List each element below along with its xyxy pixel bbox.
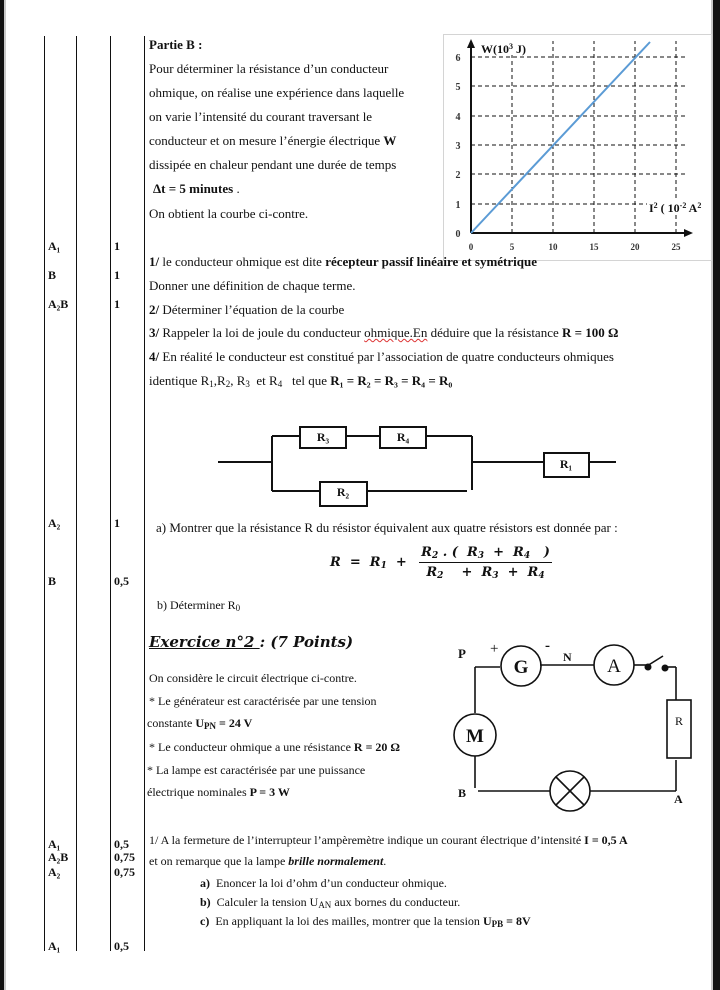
plus-sign: +: [490, 641, 499, 657]
y-tick: 3: [455, 141, 461, 152]
resistor-icon: [667, 700, 691, 758]
grade-points: 1: [114, 516, 120, 530]
ex2-line: électrique nominales P = 3 W: [147, 785, 290, 799]
electric-circuit-diagram: [450, 635, 710, 820]
x-tick: 5: [509, 242, 515, 252]
table-column-line: [144, 36, 145, 951]
y-tick: 4: [455, 112, 461, 123]
table-column-line: [76, 36, 77, 951]
grade-code: B: [48, 268, 57, 282]
resistor-label: R₂: [336, 485, 350, 499]
x-axis-arrow-icon: [684, 229, 693, 237]
grade-code: A₂B: [48, 850, 69, 864]
switch-contact-icon: [662, 665, 669, 672]
ex2-line: * La lampe est caractérisée par une puissance: [147, 763, 366, 777]
y-tick: 0: [455, 229, 461, 240]
x-tick: 0: [468, 242, 474, 252]
grade-points: 0,5: [114, 939, 129, 953]
ex2-line: On considère le circuit électrique ci-contre.: [149, 671, 357, 685]
energy-chart: [443, 34, 712, 261]
ammeter-label: A: [607, 656, 621, 677]
intro-line: ohmique, on réalise une expérience dans laquelle: [149, 85, 405, 100]
grade-code: A₂: [48, 516, 61, 530]
node-label-n: N: [563, 650, 572, 664]
ex2-subquestion-b: b) Calculer la tension $U_{AN}$ aux bornes du conducteur.: [200, 895, 461, 910]
node-label-a: A: [674, 792, 683, 806]
grade-code: A₂: [48, 865, 61, 879]
grade-code: B: [48, 574, 57, 588]
grade-points: 0,5: [114, 837, 129, 851]
y-tick: 2: [455, 170, 461, 181]
y-tick: 1: [455, 200, 461, 211]
grade-points: 1: [114, 297, 120, 311]
question-4-line2: identique $R_1,R_2$, $R_3$ et $R_4$ tel que R₁ = R₂ = R₃ = R₄ = R₀: [149, 373, 453, 389]
y-tick: 6: [455, 53, 461, 64]
resistor-label: R: [674, 714, 684, 728]
grade-points: 0,5: [114, 574, 129, 588]
question-1: 1/ le conducteur ohmique est dite récepteur passif linéaire et symétrique: [149, 254, 537, 269]
intro-line: Pour déterminer la résistance d’un conducteur: [149, 61, 389, 76]
grade-points: 0,75: [114, 850, 135, 864]
x-tick: 25: [671, 242, 681, 252]
question-3: 3/ Rappeler la loi de joule du conducteur ohmique.En déduire que la résistance R = 100 Ω: [149, 325, 619, 340]
question-2: 2/ Déterminer l’équation de la courbe: [149, 302, 345, 317]
resistor-label: R₃: [316, 430, 330, 444]
y-axis-label: $W(10^3$ J): [481, 42, 526, 56]
table-column-line: [44, 36, 45, 951]
x-axis-label: $I^2$ ( $10^{-2}$ $A^2$: [649, 201, 702, 215]
table-column-line: [110, 36, 111, 951]
motor-label: M: [466, 726, 484, 747]
page-edge-left-shadow: [4, 0, 6, 990]
intro-line: on varie l’intensité du courant traversant le: [149, 109, 373, 124]
question-1-line2: Donner une définition de chaque terme.: [149, 278, 356, 293]
generator-label: G: [513, 657, 529, 678]
node-label-p: P: [458, 646, 466, 661]
ex2-subquestion-c: c) En appliquant la loi des mailles, montrer que la tension $U_{PB} = 8V$: [200, 914, 531, 929]
ex2-line: * Le générateur est caractérisée par une tension: [149, 694, 377, 708]
ex2-question-1: 1/ A la fermeture de l’interrupteur l’ampèremètre indique un courant électrique d’intensité I = 0,5 A: [149, 833, 628, 847]
curve-sentence: On obtient la courbe ci-contre.: [149, 206, 309, 221]
intro-line: conducteur et on mesure l’énergie électrique W: [149, 133, 397, 148]
duration: Δt = 5 minutes .: [153, 181, 240, 196]
x-tick: 20: [630, 242, 640, 252]
grade-code: A₂B: [48, 297, 69, 311]
intro-line: dissipée en chaleur pendant une durée de temps: [149, 157, 397, 172]
grade-points: 0,75: [114, 865, 135, 879]
data-line: [471, 42, 650, 233]
section-title: Partie B :: [149, 37, 203, 52]
exercise-2-title: Exercice n°2 : (7 Points): [149, 633, 354, 651]
equivalent-resistance-formula: $R = R_1$ + $\frac{R_2 . ( R_3 + R_4 )}{R_2 + R_3 + R_4}$: [330, 545, 550, 581]
grade-points: 1: [114, 239, 120, 253]
x-tick: 10: [548, 242, 558, 252]
ex2-subquestion-a: a) Enoncer la loi d’ohm d’un conducteur ohmique.: [200, 876, 447, 890]
question-4: 4/ En réalité le conducteur est constitué par l’association de quatre conducteurs ohmiques: [149, 349, 614, 364]
minus-sign: -: [545, 638, 550, 654]
question-a: a) Montrer que la résistance R du résistor équivalent aux quatre résistors est donnée par :: [156, 520, 618, 535]
grade-code: A₁: [48, 939, 61, 953]
resistor-label: R₄: [396, 430, 410, 444]
grade-code: A₁: [48, 239, 61, 253]
grade-code: A₁: [48, 837, 61, 851]
ex2-line: constante $U_{PN} = 24$ V: [147, 716, 253, 731]
resistor-network-diagram: [210, 420, 630, 515]
grade-points: 1: [114, 268, 120, 282]
resistor-label: R₁: [559, 457, 573, 471]
x-tick: 15: [589, 242, 599, 252]
ex2-question-1-line2: et on remarque que la lampe brille normalement.: [149, 854, 387, 868]
question-b: b) Déterminer $R_0$: [157, 598, 241, 613]
page-edge-right: [713, 0, 720, 990]
node-label-b: B: [458, 786, 467, 800]
y-tick: 5: [455, 82, 461, 93]
ex2-line: * Le conducteur ohmique a une résistance R = 20 Ω: [149, 740, 401, 754]
y-axis-arrow-icon: [467, 39, 475, 48]
switch-contact-icon: [645, 664, 652, 671]
